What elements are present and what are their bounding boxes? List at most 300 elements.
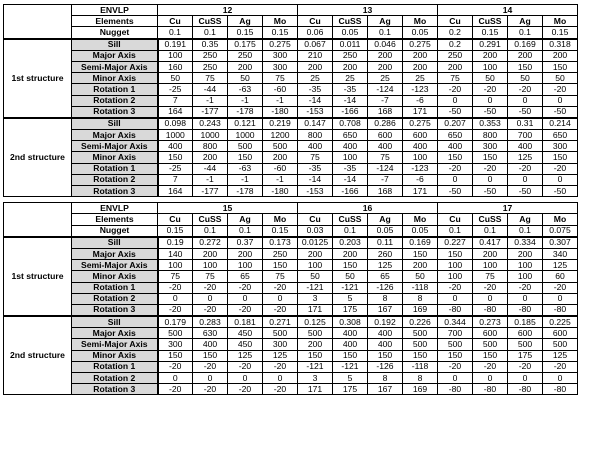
parameter-value: -20 xyxy=(473,361,508,372)
parameter-value: 0.286 xyxy=(368,118,403,130)
envlp-group-14: 14 xyxy=(438,5,578,16)
parameter-value: 500 xyxy=(263,141,298,152)
parameter-value: 125 xyxy=(508,152,543,163)
table-row xyxy=(4,328,578,339)
parameter-value: 600 xyxy=(543,328,578,339)
parameter-label: Semi-Major Axis xyxy=(72,260,158,271)
parameter-value: 150 xyxy=(333,350,368,361)
parameter-value: 0.227 xyxy=(438,237,473,249)
parameter-value: 0 xyxy=(158,293,193,304)
parameter-value: 0 xyxy=(263,293,298,304)
element-header: Ag xyxy=(508,214,543,225)
parameter-value: 450 xyxy=(228,339,263,350)
parameter-value: 200 xyxy=(263,152,298,163)
parameter-value: 200 xyxy=(228,248,263,259)
parameter-value: 200 xyxy=(333,248,368,259)
parameter-value: 0 xyxy=(438,373,473,384)
parameter-value: 169 xyxy=(403,304,438,316)
parameter-label: Semi-Major Axis xyxy=(72,339,158,350)
nugget-value: 0.1 xyxy=(193,27,228,39)
parameter-value: -20 xyxy=(193,384,228,395)
table-row xyxy=(4,186,578,197)
parameter-value: 125 xyxy=(368,260,403,271)
parameter-value: -180 xyxy=(263,186,298,197)
parameter-label: Sill xyxy=(72,39,158,51)
parameter-value: 600 xyxy=(473,328,508,339)
parameter-value: 175 xyxy=(333,384,368,395)
table-row xyxy=(4,50,578,61)
parameter-value: 250 xyxy=(438,50,473,61)
parameter-value: -14 xyxy=(298,95,333,106)
parameter-value: 75 xyxy=(368,152,403,163)
table-row xyxy=(4,84,578,95)
parameter-value: 150 xyxy=(158,152,193,163)
parameter-value: -20 xyxy=(228,304,263,316)
parameter-value: 25 xyxy=(298,73,333,84)
parameter-value: 150 xyxy=(228,152,263,163)
nugget-value: 0.05 xyxy=(403,27,438,39)
parameter-value: 100 xyxy=(473,61,508,72)
parameter-value: -1 xyxy=(193,95,228,106)
parameter-value: 0 xyxy=(473,373,508,384)
parameter-value: 1000 xyxy=(228,130,263,141)
element-header: Cu xyxy=(158,214,193,225)
nugget-row xyxy=(4,225,578,237)
parameter-value: 60 xyxy=(543,271,578,282)
parameter-label: Semi-Major Axis xyxy=(72,61,158,72)
parameter-value: 200 xyxy=(403,50,438,61)
parameter-value: 5 xyxy=(333,293,368,304)
parameter-label: Rotation 3 xyxy=(72,304,158,316)
parameter-value: -1 xyxy=(263,174,298,185)
parameter-value: 0.225 xyxy=(543,316,578,328)
parameter-value: 400 xyxy=(193,339,228,350)
parameter-label: Minor Axis xyxy=(72,271,158,282)
parameter-value: 210 xyxy=(298,50,333,61)
parameter-value: 250 xyxy=(263,248,298,259)
parameter-value: 300 xyxy=(158,339,193,350)
parameter-value: 400 xyxy=(368,339,403,350)
parameter-value: -20 xyxy=(158,361,193,372)
parameter-value: -20 xyxy=(438,163,473,174)
table-row xyxy=(4,237,578,249)
parameter-value: 0 xyxy=(543,293,578,304)
parameter-value: 200 xyxy=(368,61,403,72)
parameter-value: 400 xyxy=(368,141,403,152)
parameter-value: 50 xyxy=(508,73,543,84)
table-row xyxy=(4,95,578,106)
parameter-value: 150 xyxy=(543,61,578,72)
parameter-value: 0 xyxy=(508,174,543,185)
parameter-value: -7 xyxy=(368,174,403,185)
table-row xyxy=(4,361,578,372)
element-header: Cu xyxy=(438,214,473,225)
parameter-value: -1 xyxy=(263,95,298,106)
parameter-value: 65 xyxy=(228,271,263,282)
table-row xyxy=(4,260,578,271)
parameter-value: 150 xyxy=(403,248,438,259)
parameter-value: 50 xyxy=(158,73,193,84)
parameter-value: 500 xyxy=(158,328,193,339)
variogram-tables xyxy=(3,4,578,395)
parameter-value: -166 xyxy=(333,186,368,197)
parameter-value: 0.185 xyxy=(508,316,543,328)
parameter-value: 171 xyxy=(298,304,333,316)
parameter-value: -60 xyxy=(263,84,298,95)
parameter-value: -63 xyxy=(228,163,263,174)
parameter-value: 300 xyxy=(263,61,298,72)
parameter-value: 150 xyxy=(403,350,438,361)
parameter-value: -80 xyxy=(473,304,508,316)
parameter-value: 75 xyxy=(193,73,228,84)
parameter-value: 75 xyxy=(438,73,473,84)
parameter-label: Rotation 1 xyxy=(72,84,158,95)
element-header: Cu xyxy=(438,16,473,27)
parameter-value: 150 xyxy=(438,350,473,361)
nugget-value: 0.1 xyxy=(508,225,543,237)
parameter-value: 0.417 xyxy=(473,237,508,249)
parameter-value: 168 xyxy=(368,106,403,118)
table-row xyxy=(4,293,578,304)
parameter-value: 8 xyxy=(368,293,403,304)
parameter-value: 0 xyxy=(543,373,578,384)
element-header: Cu xyxy=(298,214,333,225)
parameter-value: 0.334 xyxy=(508,237,543,249)
parameter-value: 0.067 xyxy=(298,39,333,51)
parameter-value: 0.203 xyxy=(333,237,368,249)
parameter-value: 650 xyxy=(543,130,578,141)
parameter-value: 0.353 xyxy=(473,118,508,130)
parameter-value: 200 xyxy=(543,50,578,61)
parameter-value: 25 xyxy=(333,73,368,84)
envlp-label: ENVLP xyxy=(72,5,158,16)
parameter-value: 0.121 xyxy=(228,118,263,130)
parameter-value: -20 xyxy=(263,361,298,372)
parameter-value: 169 xyxy=(403,384,438,395)
parameter-value: 0 xyxy=(263,373,298,384)
parameter-value: -20 xyxy=(543,361,578,372)
element-header: CuSS xyxy=(333,214,368,225)
parameter-value: 100 xyxy=(403,152,438,163)
parameter-value: 0 xyxy=(473,174,508,185)
parameter-value: 100 xyxy=(158,50,193,61)
parameter-value: 400 xyxy=(298,141,333,152)
parameter-label: Rotation 1 xyxy=(72,282,158,293)
parameter-value: -20 xyxy=(508,282,543,293)
parameter-value: 3 xyxy=(298,293,333,304)
parameter-value: 200 xyxy=(193,152,228,163)
parameter-value: -124 xyxy=(368,84,403,95)
parameter-label: Minor Axis xyxy=(72,152,158,163)
parameter-value: 150 xyxy=(473,152,508,163)
parameter-label: Major Axis xyxy=(72,328,158,339)
envlp-label: ENVLP xyxy=(72,203,158,214)
parameter-value: -50 xyxy=(473,186,508,197)
nugget-value: 0.15 xyxy=(158,225,193,237)
parameter-value: -1 xyxy=(228,174,263,185)
table-row xyxy=(4,373,578,384)
parameter-value: 164 xyxy=(158,106,193,118)
parameter-value: 8 xyxy=(403,293,438,304)
parameter-value: 150 xyxy=(473,350,508,361)
parameter-value: -20 xyxy=(543,282,578,293)
parameter-value: 150 xyxy=(368,350,403,361)
parameter-value: 100 xyxy=(333,152,368,163)
nugget-value: 0.1 xyxy=(333,225,368,237)
parameter-value: 150 xyxy=(333,260,368,271)
table-row xyxy=(4,106,578,118)
parameter-value: 200 xyxy=(298,61,333,72)
parameter-value: 500 xyxy=(403,328,438,339)
parameter-value: -20 xyxy=(228,282,263,293)
parameter-label: Sill xyxy=(72,118,158,130)
parameter-value: -20 xyxy=(263,304,298,316)
parameter-value: 75 xyxy=(263,73,298,84)
table-row xyxy=(4,174,578,185)
parameter-value: -1 xyxy=(228,95,263,106)
parameter-value: 0 xyxy=(193,293,228,304)
structure-label: 1st structure xyxy=(4,39,72,118)
parameter-value: 25 xyxy=(368,73,403,84)
parameter-value: 50 xyxy=(228,73,263,84)
parameter-label: Sill xyxy=(72,316,158,328)
parameter-value: -121 xyxy=(298,361,333,372)
element-header: Mo xyxy=(263,214,298,225)
parameter-value: 500 xyxy=(508,339,543,350)
parameter-value: 100 xyxy=(438,271,473,282)
parameter-value: 500 xyxy=(228,141,263,152)
parameter-value: -44 xyxy=(193,163,228,174)
parameter-value: 75 xyxy=(193,271,228,282)
parameter-label: Rotation 2 xyxy=(72,174,158,185)
parameter-value: 8 xyxy=(368,373,403,384)
element-header: Ag xyxy=(368,214,403,225)
nugget-value: 0.15 xyxy=(473,27,508,39)
element-header: Cu xyxy=(298,16,333,27)
parameter-value: -50 xyxy=(508,106,543,118)
nugget-value: 0.15 xyxy=(263,225,298,237)
parameter-value: 0 xyxy=(438,174,473,185)
parameter-value: -1 xyxy=(193,174,228,185)
parameter-value: 1200 xyxy=(263,130,298,141)
parameter-value: 125 xyxy=(228,350,263,361)
parameter-value: 250 xyxy=(193,50,228,61)
parameter-value: 0.37 xyxy=(228,237,263,249)
parameter-value: 50 xyxy=(473,73,508,84)
parameter-value: -20 xyxy=(473,84,508,95)
parameter-value: -20 xyxy=(158,384,193,395)
parameter-value: 250 xyxy=(193,61,228,72)
parameter-value: -20 xyxy=(263,384,298,395)
parameter-value: 50 xyxy=(403,271,438,282)
parameter-value: 0 xyxy=(473,95,508,106)
nugget-value: 0.03 xyxy=(298,225,333,237)
element-header: CuSS xyxy=(193,214,228,225)
parameter-value: 175 xyxy=(508,350,543,361)
table-row xyxy=(4,282,578,293)
parameter-value: -126 xyxy=(368,282,403,293)
parameter-value: 500 xyxy=(298,328,333,339)
parameter-value: -35 xyxy=(298,84,333,95)
parameter-value: 500 xyxy=(543,339,578,350)
parameter-value: 0.207 xyxy=(438,118,473,130)
envlp-group-16: 16 xyxy=(298,203,438,214)
parameter-value: 100 xyxy=(508,271,543,282)
parameter-value: 0.271 xyxy=(263,316,298,328)
parameter-value: 0.219 xyxy=(263,118,298,130)
nugget-label: Nugget xyxy=(72,225,158,237)
parameter-value: -20 xyxy=(508,361,543,372)
table-row xyxy=(4,152,578,163)
parameter-value: 8 xyxy=(403,373,438,384)
parameter-value: 0.308 xyxy=(333,316,368,328)
parameter-value: 200 xyxy=(403,260,438,271)
table-row xyxy=(4,304,578,316)
parameter-value: 5 xyxy=(333,373,368,384)
element-header: CuSS xyxy=(333,16,368,27)
parameter-value: 500 xyxy=(473,339,508,350)
parameter-value: -7 xyxy=(368,95,403,106)
parameter-value: -20 xyxy=(473,163,508,174)
nugget-value: 0.075 xyxy=(543,225,578,237)
parameter-value: 0.283 xyxy=(193,316,228,328)
parameter-label: Rotation 2 xyxy=(72,373,158,384)
parameter-value: 150 xyxy=(438,152,473,163)
parameter-value: 164 xyxy=(158,186,193,197)
nugget-value: 0.15 xyxy=(228,27,263,39)
parameter-value: 0.173 xyxy=(263,237,298,249)
parameter-value: 100 xyxy=(508,260,543,271)
parameter-value: 800 xyxy=(473,130,508,141)
parameter-value: 0.708 xyxy=(333,118,368,130)
parameter-value: -80 xyxy=(508,304,543,316)
parameter-label: Semi-Major Axis xyxy=(72,141,158,152)
parameter-value: -80 xyxy=(543,384,578,395)
envlp-header-row xyxy=(4,203,578,214)
parameter-value: 0 xyxy=(508,293,543,304)
parameter-value: 0.191 xyxy=(158,39,193,51)
envlp-group-12: 12 xyxy=(158,5,298,16)
table-row xyxy=(4,39,578,51)
parameter-value: -50 xyxy=(543,106,578,118)
parameter-value: 400 xyxy=(508,141,543,152)
parameter-label: Sill xyxy=(72,237,158,249)
parameter-value: 200 xyxy=(228,61,263,72)
parameter-value: 0.046 xyxy=(368,39,403,51)
parameter-value: 200 xyxy=(473,50,508,61)
parameter-value: 3 xyxy=(298,373,333,384)
parameter-value: -20 xyxy=(193,304,228,316)
parameter-value: 650 xyxy=(438,130,473,141)
parameter-label: Rotation 1 xyxy=(72,361,158,372)
parameter-value: 0.11 xyxy=(368,237,403,249)
element-header: CuSS xyxy=(473,16,508,27)
parameter-value: -50 xyxy=(508,186,543,197)
parameter-value: 0 xyxy=(473,293,508,304)
parameter-value: 50 xyxy=(543,73,578,84)
parameter-value: -121 xyxy=(333,282,368,293)
parameter-value: 150 xyxy=(508,61,543,72)
parameter-value: -20 xyxy=(508,84,543,95)
parameter-value: -20 xyxy=(438,361,473,372)
parameter-value: 75 xyxy=(158,271,193,282)
parameter-value: 75 xyxy=(473,271,508,282)
element-header: Mo xyxy=(543,214,578,225)
parameter-value: 400 xyxy=(333,141,368,152)
parameter-value: -50 xyxy=(438,106,473,118)
parameter-value: 171 xyxy=(403,106,438,118)
parameter-value: -25 xyxy=(158,163,193,174)
parameter-value: 167 xyxy=(368,304,403,316)
parameter-value: 200 xyxy=(508,248,543,259)
parameter-value: -80 xyxy=(438,304,473,316)
parameter-value: 400 xyxy=(438,141,473,152)
parameter-value: -166 xyxy=(333,106,368,118)
parameter-value: -25 xyxy=(158,84,193,95)
element-header: Ag xyxy=(228,16,263,27)
parameter-value: -118 xyxy=(403,282,438,293)
parameter-value: 400 xyxy=(403,141,438,152)
envlp-group-15: 15 xyxy=(158,203,298,214)
parameter-value: 200 xyxy=(333,61,368,72)
parameter-value: 65 xyxy=(368,271,403,282)
nugget-value: 0.15 xyxy=(263,27,298,39)
table-row xyxy=(4,118,578,130)
parameter-value: -14 xyxy=(333,174,368,185)
parameter-value: -50 xyxy=(543,186,578,197)
parameter-value: 0 xyxy=(508,373,543,384)
parameter-value: -124 xyxy=(368,163,403,174)
nugget-value: 0.1 xyxy=(473,225,508,237)
element-header: Mo xyxy=(543,16,578,27)
parameter-value: 0.19 xyxy=(158,237,193,249)
structure-label: 1st structure xyxy=(4,237,72,316)
nugget-value: 0.1 xyxy=(438,225,473,237)
parameter-value: 100 xyxy=(473,260,508,271)
element-header: CuSS xyxy=(193,16,228,27)
parameter-value: 400 xyxy=(158,141,193,152)
parameter-value: 125 xyxy=(263,350,298,361)
parameter-label: Rotation 1 xyxy=(72,163,158,174)
parameter-value: 0.169 xyxy=(508,39,543,51)
parameter-value: 7 xyxy=(158,95,193,106)
parameter-label: Minor Axis xyxy=(72,350,158,361)
nugget-value: 0.1 xyxy=(508,27,543,39)
parameter-value: 0.011 xyxy=(333,39,368,51)
table-row xyxy=(4,73,578,84)
parameter-value: -20 xyxy=(193,361,228,372)
nugget-value: 0.2 xyxy=(438,27,473,39)
parameter-value: 0.275 xyxy=(263,39,298,51)
parameter-value: -14 xyxy=(298,174,333,185)
nugget-label: Nugget xyxy=(72,27,158,39)
parameter-value: 200 xyxy=(193,248,228,259)
table-row xyxy=(4,350,578,361)
parameter-value: 200 xyxy=(438,61,473,72)
parameter-value: 160 xyxy=(158,61,193,72)
table-row xyxy=(4,141,578,152)
envlp-group-13: 13 xyxy=(298,5,438,16)
parameter-label: Minor Axis xyxy=(72,73,158,84)
table-row xyxy=(4,339,578,350)
parameter-value: -35 xyxy=(333,163,368,174)
parameter-value: -180 xyxy=(263,106,298,118)
parameter-value: -20 xyxy=(438,84,473,95)
parameter-value: 300 xyxy=(263,50,298,61)
parameter-value: -50 xyxy=(438,186,473,197)
parameter-value: 125 xyxy=(543,260,578,271)
parameter-value: 700 xyxy=(438,328,473,339)
